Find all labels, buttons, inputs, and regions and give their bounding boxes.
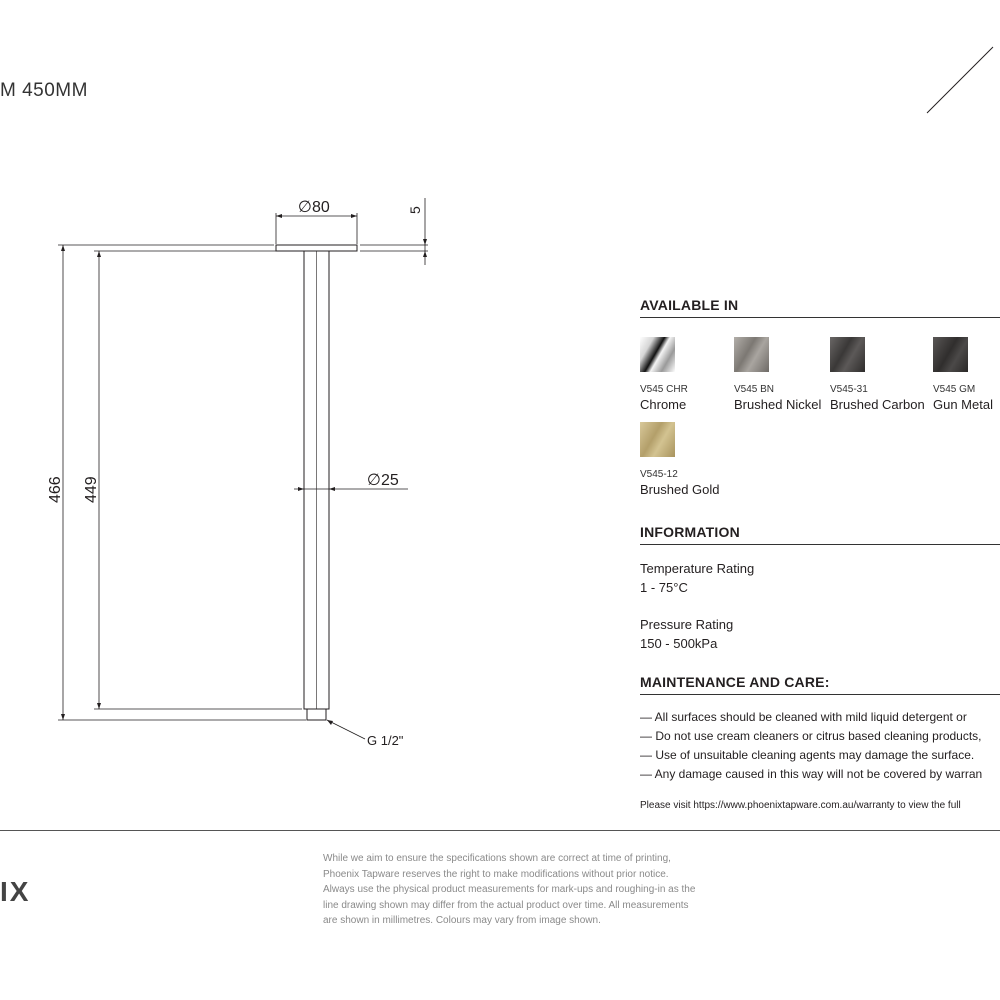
footer-divider: [0, 830, 1000, 831]
flange-plate: [276, 245, 357, 251]
corner-decoration-line: [927, 47, 993, 113]
finish-code: V545 CHR: [640, 384, 688, 395]
finish-code: V545 BN: [734, 384, 775, 395]
finish-brushed-nickel[interactable]: [734, 337, 834, 412]
information-heading: INFORMATION: [640, 524, 1000, 545]
pressure-label: Pressure Rating: [640, 617, 734, 632]
chrome-swatch: [640, 337, 675, 372]
dim-arm-diameter: ∅25: [367, 472, 399, 489]
disclaimer-line: line drawing shown may differ from the actual product over time. All measurements: [323, 899, 689, 911]
care-item: — Any damage caused in this way will not be covered by warran: [640, 767, 983, 781]
finish-name: Gun Metal: [933, 397, 993, 412]
brushed-nickel-swatch: [734, 337, 769, 372]
finish-chrome[interactable]: [640, 337, 740, 412]
finish-code: V545-12: [640, 469, 678, 480]
finish-name: Brushed Gold: [640, 482, 720, 497]
disclaimer-line: Always use the physical product measurements for mark-ups and roughing-in as the: [323, 884, 696, 895]
product-title: M 450MM: [0, 80, 88, 101]
brushed-carbon-swatch: [830, 337, 865, 372]
warranty-link-text[interactable]: Please visit https://www.phoenixtapware.com.au/warranty to view the full: [640, 800, 961, 811]
care-item: — Use of unsuitable cleaning agents may damage the surface.: [640, 748, 975, 762]
finish-name: Chrome: [640, 397, 687, 412]
finish-code: V545 GM: [933, 384, 976, 395]
dim-thread: G 1/2": [367, 733, 404, 748]
pressure-value: 150 - 500kPa: [640, 636, 718, 651]
care-heading: MAINTENANCE AND CARE:: [640, 674, 1000, 695]
brushed-gold-swatch: [640, 422, 675, 457]
thread-tip: [307, 709, 326, 720]
dim-flange-thickness: 5: [407, 206, 423, 214]
disclaimer-line: While we aim to ensure the specifications shown are correct at time of printing,: [323, 853, 671, 864]
dim-overall-height: 466: [47, 476, 64, 503]
thread-leader: [327, 720, 365, 739]
gun-metal-swatch: [933, 337, 968, 372]
care-list: [640, 708, 982, 784]
disclaimer: [323, 851, 753, 929]
finish-name: Brushed Carbon: [830, 397, 925, 412]
brand-logo: IX: [0, 876, 31, 907]
temperature-label: Temperature Rating: [640, 561, 755, 576]
finish-code: V545-31: [830, 384, 868, 395]
disclaimer-line: Phoenix Tapware reserves the right to make modifications without prior notice.: [323, 868, 669, 880]
finish-brushed-gold[interactable]: [640, 422, 740, 497]
finish-name: Brushed Nickel: [734, 397, 822, 412]
dim-top-diameter: ∅80: [298, 199, 330, 216]
disclaimer-line: are shown in millimetres. Colours may vary from image shown.: [323, 915, 601, 926]
dim-arm-length: 449: [83, 476, 100, 503]
finish-gun-metal[interactable]: [933, 337, 1000, 412]
available-heading: AVAILABLE IN: [640, 297, 1000, 318]
care-item: — All surfaces should be cleaned with mild liquid detergent or: [640, 710, 967, 724]
finish-brushed-carbon[interactable]: [830, 337, 930, 412]
temperature-value: 1 - 75°C: [640, 580, 688, 595]
care-item: — Do not use cream cleaners or citrus based cleaning products,: [640, 729, 982, 743]
